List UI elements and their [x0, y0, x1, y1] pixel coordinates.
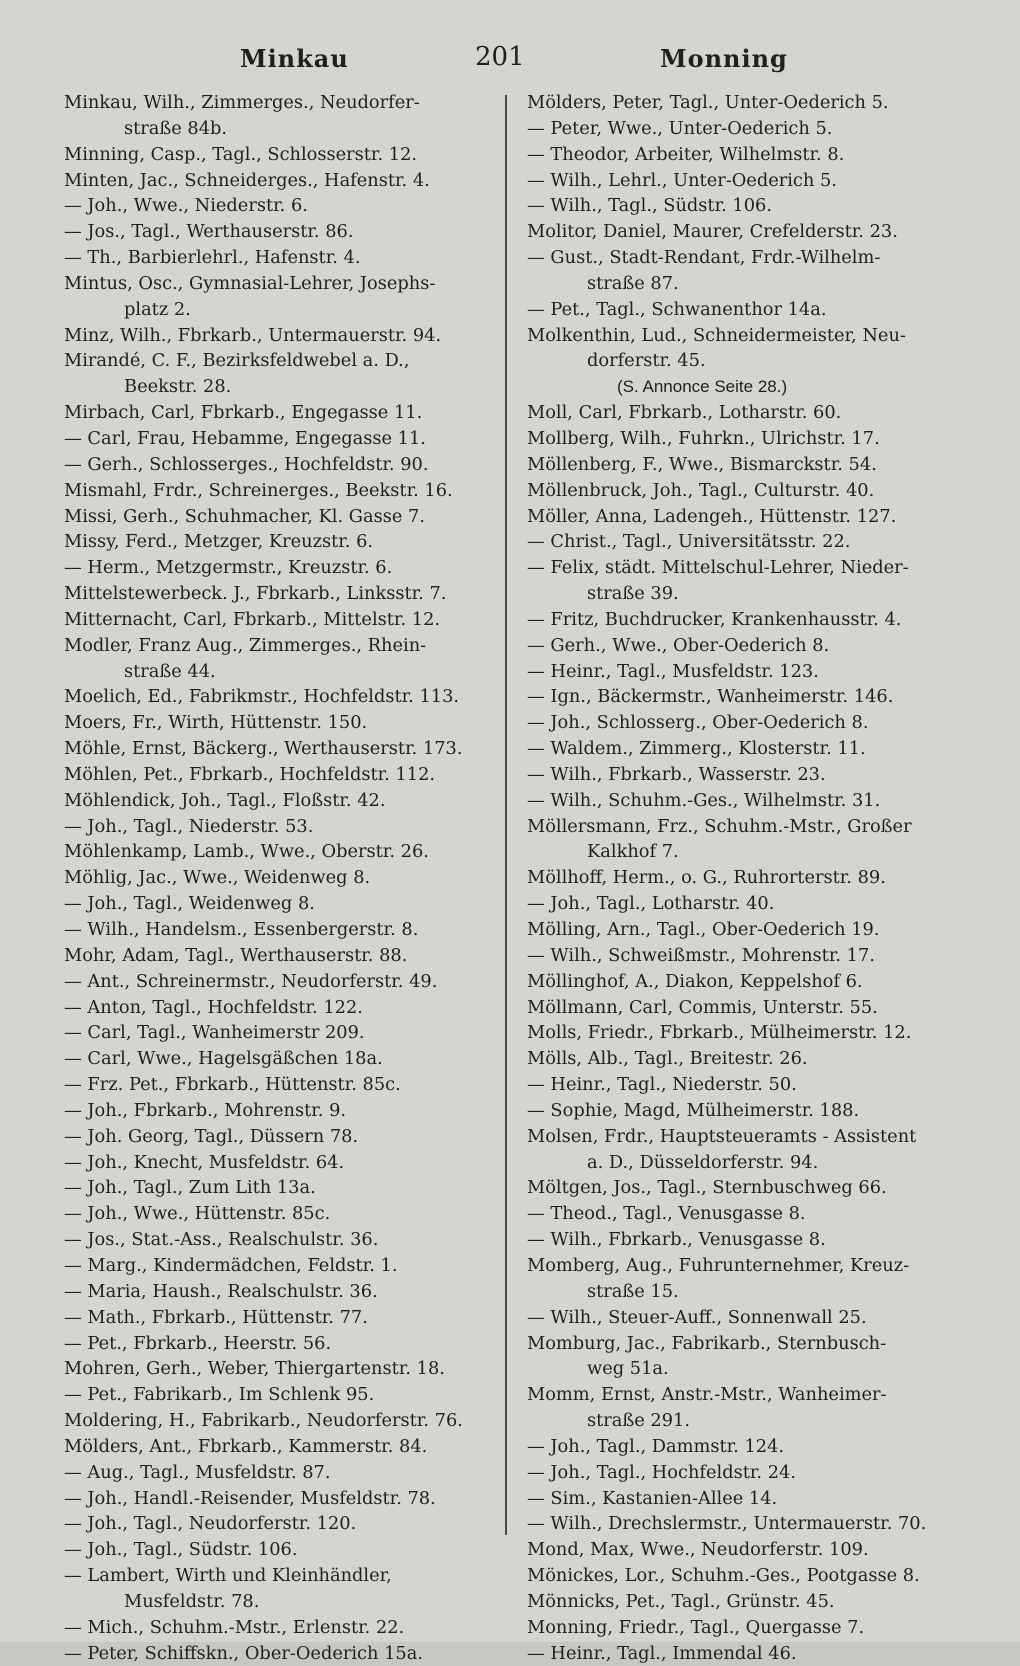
column-divider [505, 95, 507, 1535]
directory-entry: — Wilh., Schweißmstr., Mohrenstr. 17. [527, 944, 875, 966]
directory-entry: Möllinghof, A., Diakon, Keppelshof 6. [527, 970, 863, 992]
directory-entry: — Waldem., Zimmerg., Klosterstr. 11. [527, 738, 866, 760]
entry-continuation: platz 2. [124, 298, 191, 320]
directory-entry: — Joh., Tagl., Dammstr. 124. [527, 1435, 785, 1457]
directory-entry: Mond, Max, Wwe., Neudorferstr. 109. [527, 1539, 869, 1561]
directory-entry: — Ign., Bäckermstr., Wanheimerstr. 146. [527, 686, 894, 708]
directory-entry: Moelich, Ed., Fabrikmstr., Hochfeldstr. 113. [64, 686, 460, 708]
directory-entry: Molkenthin, Lud., Schneidermeister, Neu- [527, 324, 906, 346]
entry-continuation: straße 44. [124, 660, 216, 682]
directory-entry: — Peter, Wwe., Unter-Oederich 5. [527, 117, 833, 139]
directory-entry: — Gust., Stadt-Rendant, Frdr.-Wilhelm- [527, 247, 881, 269]
entry-continuation: Kalkhof 7. [587, 841, 679, 863]
directory-entry: — Felix, städt. Mittelschul-Lehrer, Nieder- [527, 557, 909, 579]
directory-entry: — Marg., Kindermädchen, Feldstr. 1. [64, 1254, 398, 1276]
directory-entry: — Sim., Kastanien-Allee 14. [527, 1487, 778, 1509]
entry-continuation: straße 291. [587, 1410, 691, 1432]
directory-entry: — Wilh., Drechslermstr., Untermauerstr. 70. [527, 1513, 927, 1535]
directory-entry: — Gerh., Wwe., Ober-Oederich 8. [527, 634, 830, 656]
entry-continuation: Beekstr. 28. [124, 376, 232, 398]
entry-continuation: straße 87. [587, 272, 679, 294]
directory-entry: Mölders, Ant., Fbrkarb., Kammerstr. 84. [64, 1435, 428, 1457]
directory-entry: Mönickes, Lor., Schuhm.-Ges., Pootgasse 8. [527, 1565, 920, 1587]
directory-entry: Modler, Franz Aug., Zimmerges., Rhein- [64, 634, 427, 656]
directory-entry: — Wilh., Schuhm.-Ges., Wilhelmstr. 31. [527, 789, 881, 811]
directory-entry: — Math., Fbrkarb., Hüttenstr. 77. [64, 1306, 368, 1328]
entry-continuation: dorferstr. 45. [587, 350, 706, 372]
directory-entry: Mismahl, Frdr., Schreinerges., Beekstr. 16. [64, 479, 453, 501]
directory-entry: Moll, Carl, Fbrkarb., Lotharstr. 60. [527, 402, 842, 424]
directory-entry: Möller, Anna, Ladengeh., Hüttenstr. 127. [527, 505, 897, 527]
directory-entry: — Gerh., Schlosserges., Hochfeldstr. 90. [64, 453, 429, 475]
directory-entry: — Christ., Tagl., Universitätsstr. 22. [527, 531, 851, 553]
directory-entry: — Frz. Pet., Fbrkarb., Hüttenstr. 85c. [64, 1074, 401, 1096]
directory-entry: — Wilh., Lehrl., Unter-Oederich 5. [527, 169, 837, 191]
directory-entry: Möhle, Ernst, Bäckerg., Werthauserstr. 173. [64, 738, 463, 760]
directory-entry: Möllenberg, F., Wwe., Bismarckstr. 54. [527, 453, 877, 475]
directory-entry: Missi, Gerh., Schuhmacher, Kl. Gasse 7. [64, 505, 425, 527]
directory-entry: Moldering, H., Fabrikarb., Neudorferstr. 76. [64, 1410, 463, 1432]
entry-continuation: Musfeldstr. 78. [124, 1590, 260, 1612]
left-column [64, 90, 494, 1666]
directory-entry: Minning, Casp., Tagl., Schlosserstr. 12. [64, 143, 418, 165]
directory-entry: — Joh., Tagl., Neudorferstr. 120. [64, 1513, 357, 1535]
directory-entry: Möllmann, Carl, Commis, Unterstr. 55. [527, 996, 878, 1018]
directory-entry: — Carl, Wwe., Hagelsgäßchen 18a. [64, 1048, 383, 1070]
right-keyword: Monning [660, 44, 788, 73]
directory-entry: — Sophie, Magd, Mülheimerstr. 188. [527, 1099, 860, 1121]
directory-entry: Monning, Friedr., Tagl., Quergasse 7. [527, 1616, 865, 1638]
directory-entry: — Lambert, Wirth und Kleinhändler, [64, 1565, 392, 1587]
directory-entry: — Joh., Tagl., Weidenweg 8. [64, 893, 315, 915]
directory-entry: Minz, Wilh., Fbrkarb., Untermauerstr. 94. [64, 324, 442, 346]
directory-entry: — Th., Barbierlehrl., Hafenstr. 4. [64, 247, 361, 269]
directory-entry: — Joh., Tagl., Niederstr. 53. [64, 815, 314, 837]
directory-entry: Molsen, Frdr., Hauptsteueramts - Assistent [527, 1125, 917, 1147]
directory-entry: Moers, Fr., Wirth, Hüttenstr. 150. [64, 712, 368, 734]
annotation-line: (S. Annonce Seite 28.) [617, 377, 788, 397]
directory-entry: Momm, Ernst, Anstr.-Mstr., Wanheimer- [527, 1384, 887, 1406]
directory-entry: Möllhoff, Herm., o. G., Ruhrorterstr. 89. [527, 867, 886, 889]
directory-entry: Mollberg, Wilh., Fuhrkn., Ulrichstr. 17. [527, 427, 880, 449]
directory-entry: Molitor, Daniel, Maurer, Crefelderstr. 23. [527, 221, 898, 243]
directory-entry: — Joh., Tagl., Südstr. 106. [64, 1539, 298, 1561]
directory-entry: Molls, Friedr., Fbrkarb., Mülheimerstr. 12. [527, 1022, 912, 1044]
directory-entry: — Joh., Schlosserg., Ober-Oederich 8. [527, 712, 869, 734]
directory-entry: Möllersmann, Frz., Schuhm.-Mstr., Großer [527, 815, 912, 837]
directory-entry: Minkau, Wilh., Zimmerges., Neudorfer- [64, 92, 420, 113]
directory-entry: Mölders, Peter, Tagl., Unter-Oederich 5. [527, 92, 889, 113]
directory-entry: — Wilh., Fbrkarb., Venusgasse 8. [527, 1229, 826, 1251]
directory-entry: — Wilh., Steuer-Auff., Sonnenwall 25. [527, 1306, 867, 1328]
directory-entry: Mölls, Alb., Tagl., Breitestr. 26. [527, 1048, 808, 1070]
directory-entry: — Joh. Georg, Tagl., Düssern 78. [64, 1125, 359, 1147]
directory-entry: — Theod., Tagl., Venusgasse 8. [527, 1203, 806, 1225]
directory-entry: — Wilh., Handelsm., Essenbergerstr. 8. [64, 919, 419, 940]
directory-entry: Mölling, Arn., Tagl., Ober-Oederich 19. [527, 919, 880, 940]
directory-entry: Möltgen, Jos., Tagl., Sternbuschweg 66. [527, 1177, 887, 1199]
directory-entry: — Aug., Tagl., Musfeldstr. 87. [64, 1461, 331, 1483]
directory-entry: Mirbach, Carl, Fbrkarb., Engegasse 11. [64, 402, 423, 424]
directory-entry: — Jos., Stat.-Ass., Realschulstr. 36. [64, 1229, 379, 1251]
directory-entry: — Joh., Wwe., Niederstr. 6. [64, 195, 308, 217]
directory-entry: — Heinr., Tagl., Immendal 46. [527, 1642, 797, 1664]
page-header [60, 40, 960, 80]
directory-entry: — Joh., Fbrkarb., Mohrenstr. 9. [64, 1099, 347, 1121]
directory-entry: Minten, Jac., Schneiderges., Hafenstr. 4. [64, 169, 430, 191]
directory-entry: Missy, Ferd., Metzger, Kreuzstr. 6. [64, 531, 374, 553]
entry-continuation: straße 84b. [124, 117, 228, 139]
directory-entry: — Heinr., Tagl., Niederstr. 50. [527, 1074, 797, 1096]
directory-entry: Mönnicks, Pet., Tagl., Grünstr. 45. [527, 1590, 835, 1612]
directory-entry: — Anton, Tagl., Hochfeldstr. 122. [64, 996, 363, 1018]
directory-entry: — Heinr., Tagl., Musfeldstr. 123. [527, 660, 819, 682]
directory-entry: — Wilh., Tagl., Südstr. 106. [527, 195, 773, 217]
directory-entry: — Jos., Tagl., Werthauserstr. 86. [64, 221, 354, 243]
entry-continuation: straße 15. [587, 1280, 679, 1302]
directory-entry: — Joh., Knecht, Musfeldstr. 64. [64, 1151, 345, 1173]
directory-entry: — Carl, Tagl., Wanheimerstr 209. [64, 1022, 365, 1044]
directory-entry: Momburg, Jac., Fabrikarb., Sternbusch- [527, 1332, 887, 1354]
directory-entry: Mohr, Adam, Tagl., Werthauserstr. 88. [64, 944, 408, 966]
directory-entry: — Maria, Haush., Realschulstr. 36. [64, 1280, 378, 1302]
directory-entry: Möhlig, Jac., Wwe., Weidenweg 8. [64, 867, 371, 889]
directory-entry: — Ant., Schreinermstr., Neudorferstr. 49. [64, 970, 438, 992]
entry-continuation: a. D., Düsseldorferstr. 94. [587, 1151, 819, 1173]
directory-entry: — Joh., Tagl., Lotharstr. 40. [527, 893, 775, 915]
directory-entry: — Herm., Metzgermstr., Kreuzstr. 6. [64, 557, 393, 579]
directory-entry: — Pet., Fabrikarb., Im Schlenk 95. [64, 1384, 375, 1406]
left-keyword: Minkau [240, 44, 349, 73]
directory-entry: — Mich., Schuhm.-Mstr., Erlenstr. 22. [64, 1616, 405, 1638]
directory-entry: — Pet., Tagl., Schwanenthor 14a. [527, 298, 827, 320]
directory-entry: Mittelstewerbeck. J., Fbrkarb., Linksstr. 7. [64, 583, 447, 605]
page-number: 201 [475, 42, 525, 72]
directory-entry: — Joh., Handl.-Reisender, Musfeldstr. 78. [64, 1487, 436, 1509]
directory-entry: — Wilh., Fbrkarb., Wasserstr. 23. [527, 763, 826, 785]
directory-entry: — Fritz, Buchdrucker, Krankenhausstr. 4. [527, 608, 902, 630]
right-column [527, 90, 957, 1666]
directory-entry: — Pet., Fbrkarb., Heerstr. 56. [64, 1332, 332, 1354]
entry-continuation: straße 39. [587, 583, 679, 605]
directory-entry: Möllenbruck, Joh., Tagl., Culturstr. 40. [527, 479, 875, 501]
directory-entry: Mirandé, C. F., Bezirksfeldwebel a. D., [64, 350, 410, 372]
directory-entry: — Peter, Schiffskn., Ober-Oederich 15a. [64, 1642, 423, 1664]
directory-entry: Momberg, Aug., Fuhrunternehmer, Kreuz- [527, 1254, 910, 1276]
directory-entry: — Theodor, Arbeiter, Wilhelmstr. 8. [527, 143, 845, 165]
directory-entry: Mintus, Osc., Gymnasial-Lehrer, Josephs- [64, 272, 436, 294]
directory-entry: — Joh., Tagl., Hochfeldstr. 24. [527, 1461, 796, 1483]
directory-entry: — Carl, Frau, Hebamme, Engegasse 11. [64, 427, 426, 449]
directory-entry: Mohren, Gerh., Weber, Thiergartenstr. 18. [64, 1358, 445, 1380]
entry-continuation: weg 51a. [587, 1358, 669, 1380]
directory-entry: Möhlenkamp, Lamb., Wwe., Oberstr. 26. [64, 841, 429, 863]
directory-entry: — Joh., Wwe., Hüttenstr. 85c. [64, 1203, 331, 1225]
directory-entry: Mitternacht, Carl, Fbrkarb., Mittelstr. 12. [64, 608, 441, 630]
directory-entry: — Joh., Tagl., Zum Lith 13a. [64, 1177, 316, 1199]
directory-entry: Möhlen, Pet., Fbrkarb., Hochfeldstr. 112. [64, 763, 436, 785]
directory-entry: Möhlendick, Joh., Tagl., Floßstr. 42. [64, 789, 386, 811]
